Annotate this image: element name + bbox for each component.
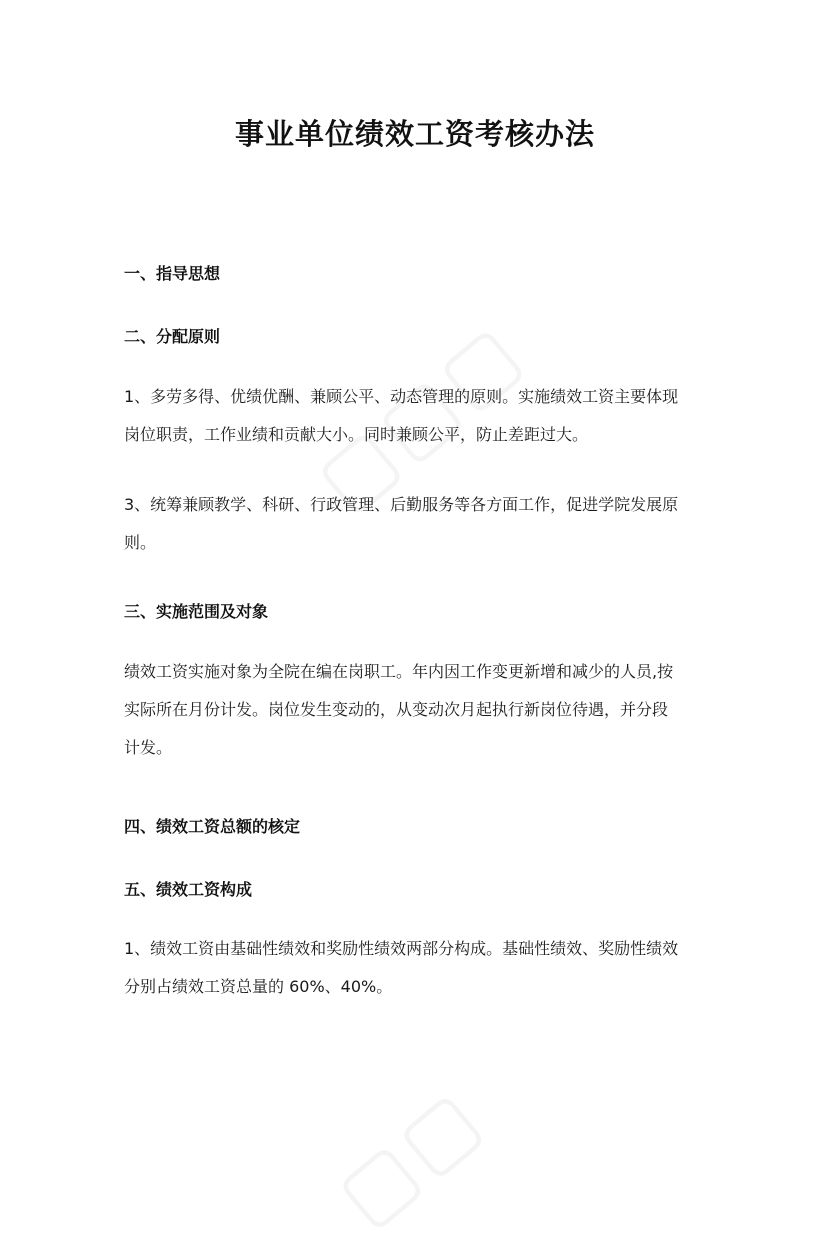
- paragraph-line: 绩效工资实施对象为全院在编在岗职工。年内因工作变更新增和减少的人员,按: [124, 662, 674, 681]
- paragraph-line: 分别占绩效工资总量的 60%、40%。: [124, 977, 393, 996]
- section-heading-total-verification: 四、绩效工资总额的核定: [124, 817, 301, 836]
- paragraph-line: 实际所在月份计发。岗位发生变动的，从变动次月起执行新岗位待遇，并分段: [124, 700, 669, 719]
- paragraph-line: 1、多劳多得、优绩优酬、兼顾公平、动态管理的原则。实施绩效工资主要体现: [124, 387, 679, 406]
- paragraph-line: 1、绩效工资由基础性绩效和奖励性绩效两部分构成。基础性绩效、奖励性绩效: [124, 939, 679, 958]
- paragraph-scope: [124, 657, 714, 763]
- section-heading-scope-and-targets: 三、实施范围及对象: [124, 602, 269, 621]
- section-heading-guiding-ideology: 一、指导思想: [124, 264, 221, 283]
- section-heading-composition: 五、绩效工资构成: [124, 880, 253, 899]
- paragraph-line: 计发。: [124, 738, 173, 757]
- paragraph-line: 岗位职责，工作业绩和贡献大小。同时兼顾公平，防止差距过大。: [124, 425, 589, 444]
- paragraph-principle-3: [124, 490, 714, 558]
- paragraph-line: 则。: [124, 533, 157, 552]
- paragraph-composition: [124, 934, 714, 1002]
- paragraph-line: 3、统筹兼顾教学、科研、行政管理、后勤服务等各方面工作，促进学院发展原: [124, 495, 679, 514]
- paragraph-principle-1: [124, 382, 714, 450]
- watermark-bottom: [319, 1070, 501, 1243]
- section-heading-distribution-principles: 二、分配原则: [124, 327, 221, 346]
- document-title: 事业单位绩效工资考核办法: [234, 117, 595, 151]
